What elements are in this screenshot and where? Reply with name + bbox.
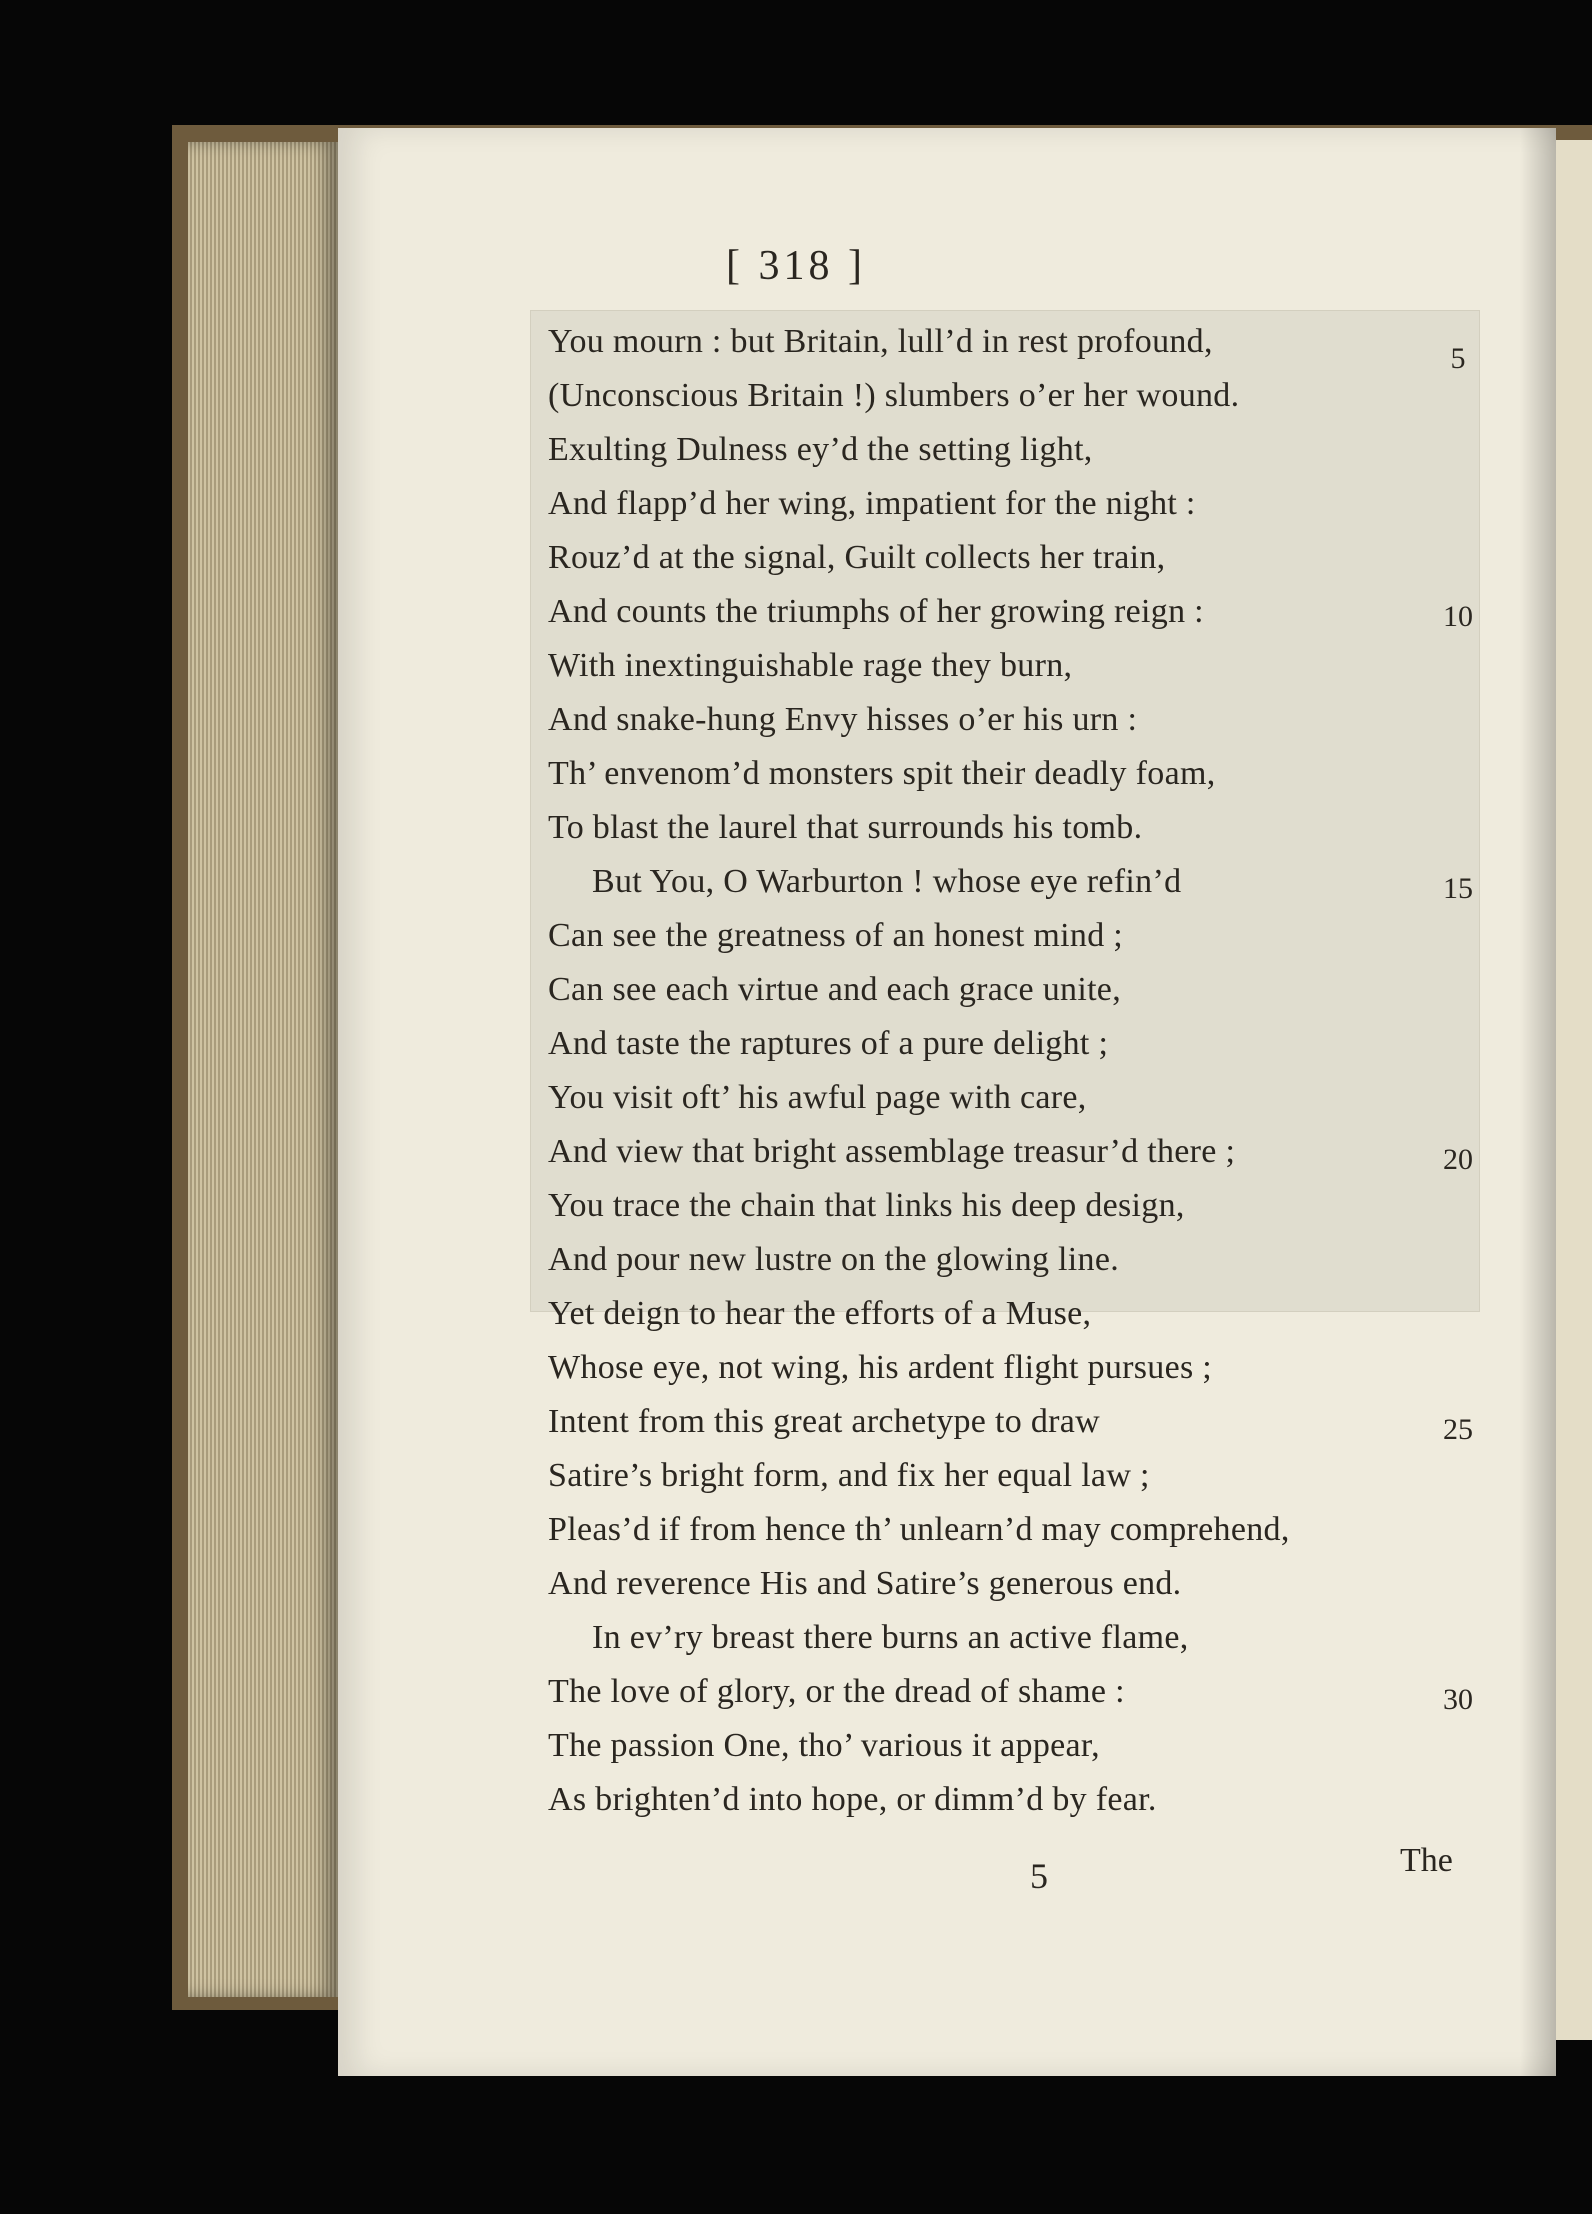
- poem-line: You visit oft’ his awful page with care,: [548, 1079, 1087, 1116]
- poem-line: You mourn : but Britain, lull’d in rest profound,: [548, 323, 1213, 360]
- poem-line: As brighten’d into hope, or dimm’d by fear.: [548, 1781, 1157, 1818]
- line-number: 25: [1443, 1413, 1473, 1446]
- poem-line: To blast the laurel that surrounds his tomb.: [548, 809, 1143, 846]
- poem-line: The passion One, tho’ various it appear,: [548, 1727, 1100, 1764]
- page-edges: [188, 142, 338, 1997]
- poem-line: And view that bright assemblage treasur’d there ;: [548, 1133, 1236, 1170]
- poem-line: And taste the raptures of a pure delight ;: [548, 1025, 1109, 1062]
- poem-line: Pleas’d if from hence th’ unlearn’d may comprehend,: [548, 1511, 1290, 1548]
- poem-line: And snake-hung Envy hisses o’er his urn :: [548, 701, 1138, 738]
- line-number: 30: [1443, 1683, 1473, 1716]
- page-header: [ 318 ]: [726, 243, 866, 289]
- poem-line: Yet deign to hear the efforts of a Muse,: [548, 1295, 1092, 1332]
- signature-mark: 5: [1030, 1856, 1048, 1896]
- poem-line: Th’ envenom’d monsters spit their deadly foam,: [548, 755, 1216, 792]
- poem-line: Exulting Dulness ey’d the setting light,: [548, 431, 1093, 468]
- line-number: 20: [1443, 1143, 1473, 1176]
- poem-line: You trace the chain that links his deep design,: [548, 1187, 1185, 1224]
- poem-line: With inextinguishable rage they burn,: [548, 647, 1073, 684]
- poem-line: But You, O Warburton ! whose eye refin’d: [592, 863, 1182, 900]
- poem-line: And reverence His and Satire’s generous end.: [548, 1565, 1182, 1602]
- poem-line: And counts the triumphs of her growing reign :: [548, 593, 1204, 630]
- line-number: 15: [1443, 872, 1473, 905]
- poem-line: Whose eye, not wing, his ardent flight pursues ;: [548, 1349, 1213, 1386]
- poem-line: Rouz’d at the signal, Guilt collects her train,: [548, 539, 1166, 576]
- poem-line: And flapp’d her wing, impatient for the night :: [548, 485, 1196, 522]
- poem-line: Satire’s bright form, and fix her equal law ;: [548, 1457, 1150, 1494]
- poem-line: In ev’ry breast there burns an active flame,: [592, 1619, 1189, 1656]
- line-number: 5: [1450, 342, 1466, 375]
- poem-line: Can see each virtue and each grace unite,: [548, 971, 1122, 1008]
- poem-line: Can see the greatness of an honest mind ;: [548, 917, 1124, 954]
- poem-line: (Unconscious Britain !) slumbers o’er her wound.: [548, 377, 1240, 414]
- poem-line: And pour new lustre on the glowing line.: [548, 1241, 1120, 1278]
- facing-page-edge: [1556, 140, 1592, 2040]
- line-number: 10: [1443, 600, 1473, 633]
- catchword: The: [1400, 1842, 1453, 1879]
- poem-line: Intent from this great archetype to draw: [548, 1403, 1101, 1440]
- gutter-shadow: [1520, 128, 1556, 2076]
- poem-line: The love of glory, or the dread of shame :: [548, 1673, 1125, 1710]
